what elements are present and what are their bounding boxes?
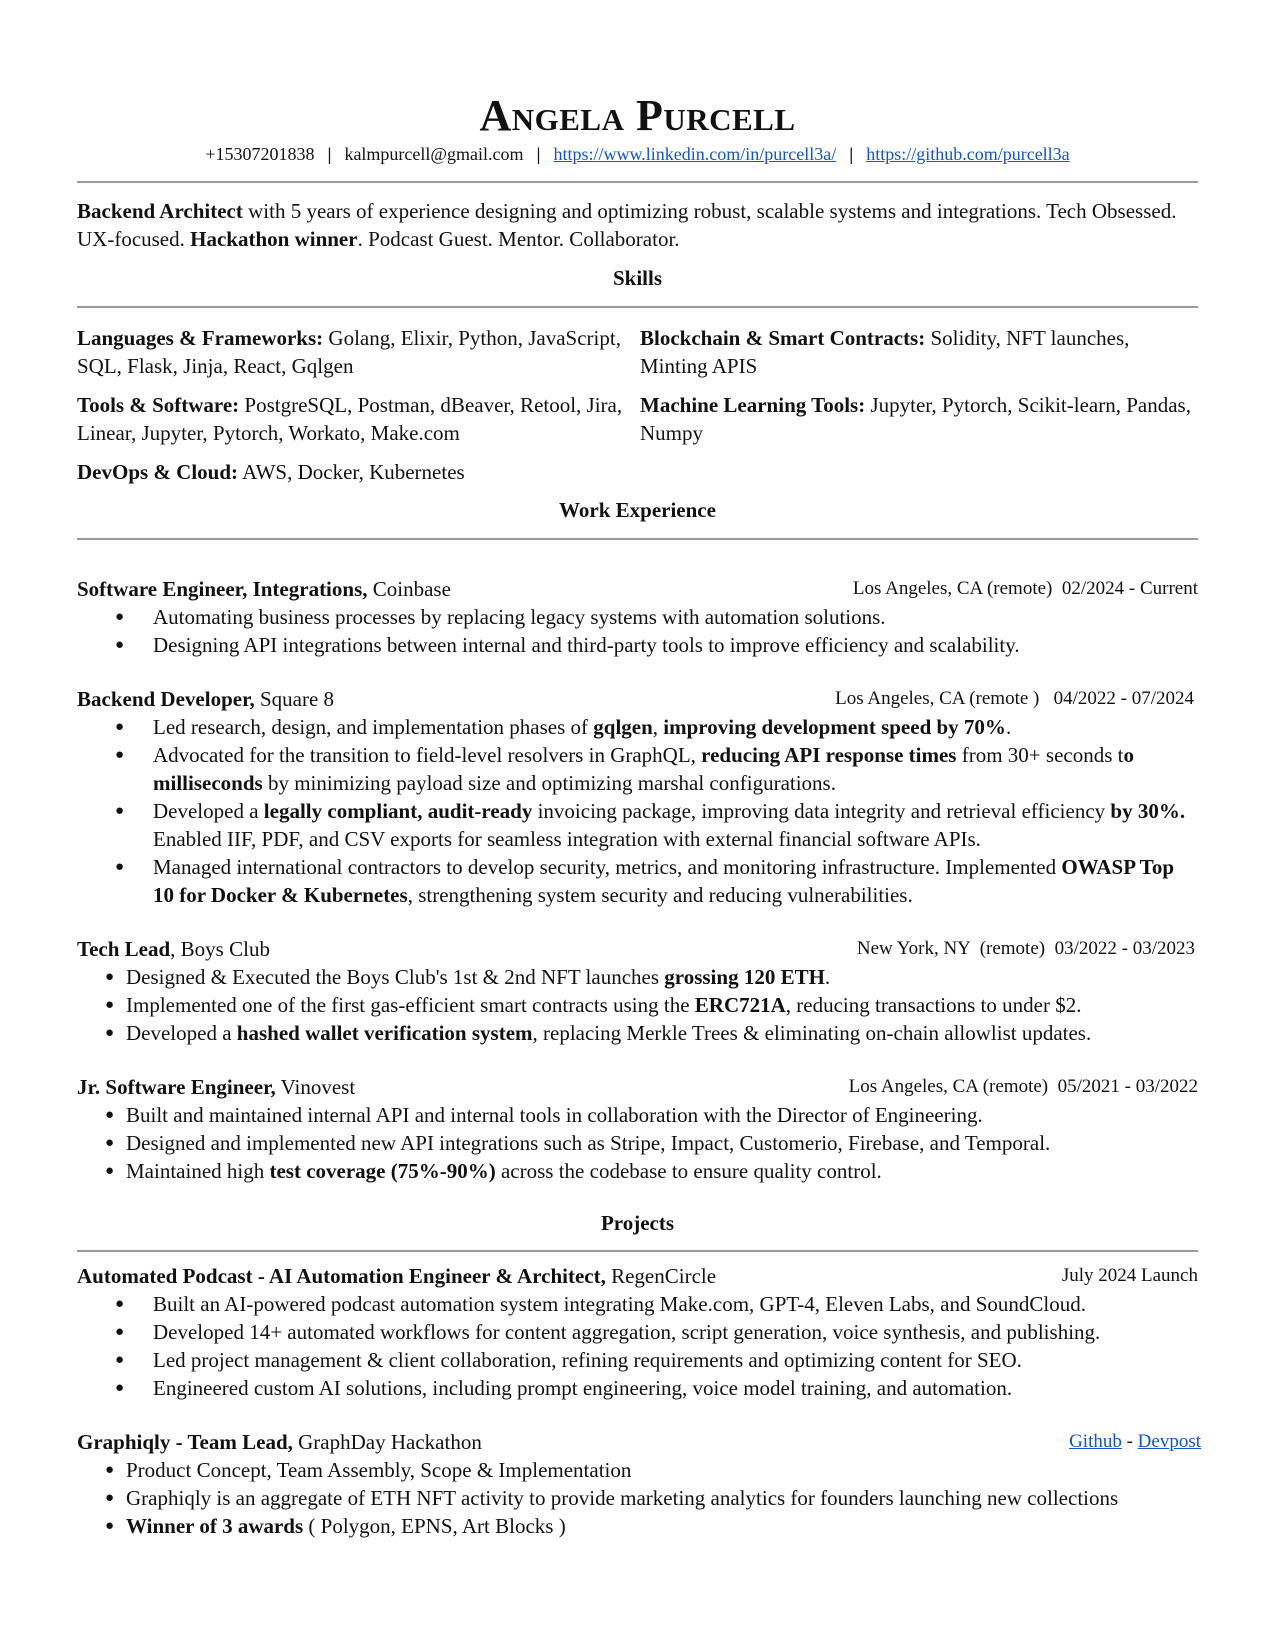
job-location-dates: Los Angeles, CA (remote) 02/2024 - Current <box>852 578 1198 599</box>
job-title: Software Engineer, Integrations, <box>77 577 368 601</box>
list-item: ● Product Concept, Team Assembly, Scope & Implementation <box>77 1456 1198 1484</box>
link-separator: - <box>1121 1431 1138 1452</box>
job-title-line <box>77 685 334 713</box>
project-header <box>77 1262 1198 1290</box>
job-title-line <box>77 1073 355 1101</box>
job-company: Vinovest <box>275 1075 356 1099</box>
separator: | <box>849 144 854 164</box>
job-location-dates: New York, NY (remote) 03/2022 - 03/2023 <box>856 938 1195 959</box>
divider <box>77 181 1198 183</box>
project-title-line <box>77 1428 482 1456</box>
job-title: Jr. Software Engineer, <box>77 1075 276 1099</box>
project-org: RegenCircle <box>605 1264 717 1288</box>
skill-value: Golang, Elixir, Python, JavaScript, SQL, Flask, Jinja, React, Gqlgen <box>77 326 621 378</box>
project-links <box>1069 1428 1201 1456</box>
skill-value: PostgreSQL, Postman, dBeaver, Retool, Jira, Linear, Jupyter, Pytorch, Workato, Make.com <box>77 393 623 445</box>
job-bullets <box>77 603 1198 659</box>
github-link[interactable]: https://github.com/purcell3a <box>866 144 1070 164</box>
job-bullets <box>77 1101 1198 1185</box>
list-item: ● Led research, design, and implementation phases of gqlgen, improving development speed by 70%. <box>77 713 1198 741</box>
project-bullets <box>77 1290 1198 1402</box>
project-header <box>77 1428 1201 1456</box>
skills-grid <box>77 324 1198 486</box>
project-org: GraphDay Hackathon <box>292 1430 482 1454</box>
list-item: ● Winner of 3 awards ( Polygon, EPNS, Art Blocks ) <box>77 1512 1198 1540</box>
devpost-link[interactable]: Devpost <box>1137 1431 1201 1452</box>
skill-label: Blockchain & Smart Contracts: <box>640 326 926 350</box>
divider <box>77 1250 1198 1252</box>
list-item: ● Implemented one of the first gas-efficient smart contracts using the ERC721A, reducing transactions to under $2. <box>77 991 1198 1019</box>
project-date: July 2024 Launch <box>1061 1265 1198 1286</box>
project-bullets <box>77 1456 1198 1540</box>
skill-label: DevOps & Cloud: <box>77 460 239 484</box>
list-item: ● Designed & Executed the Boys Club's 1st & 2nd NFT launches grossing 120 ETH. <box>77 963 1198 991</box>
job-header <box>77 575 1198 603</box>
skill-group <box>640 391 1198 447</box>
project-title: Automated Podcast - AI Automation Engineer & Architect, <box>77 1264 606 1288</box>
job-header <box>77 1073 1198 1101</box>
list-item: ● Engineered custom AI solutions, including prompt engineering, voice model training, and automation. <box>77 1374 1198 1402</box>
list-item: ● Graphiqly is an aggregate of ETH NFT activity to provide marketing analytics for founders launching new collections <box>77 1484 1198 1512</box>
skill-value: Solidity, NFT launches, Minting APIS <box>640 326 1130 378</box>
job-company: , Boys Club <box>170 937 270 961</box>
list-item: ● Led project management & client collaboration, refining requirements and optimizing content for SEO. <box>77 1346 1198 1374</box>
list-item: ● Managed international contractors to develop security, metrics, and monitoring infrastructure. Implemented OWASP Top 10 for Docker & Kubernetes, strengthening system security and reducing vulnerabilities. <box>77 853 1198 909</box>
list-item: ● Developed a hashed wallet verification system, replacing Merkle Trees & eliminating on-chain allowlist updates. <box>77 1019 1198 1047</box>
divider <box>77 306 1198 308</box>
list-item: ● Built an AI-powered podcast automation system integrating Make.com, GPT-4, Eleven Labs, and SoundCloud. <box>77 1290 1198 1318</box>
skill-value: AWS, Docker, Kubernetes <box>238 460 465 484</box>
job-bullets <box>77 713 1198 909</box>
list-item: ● Designing API integrations between internal and third-party tools to improve efficiency and scalability. <box>77 631 1198 659</box>
skill-group <box>640 324 1198 380</box>
skill-group <box>77 324 640 380</box>
job-header <box>77 935 1198 963</box>
job-header <box>77 685 1198 713</box>
list-item: ● Designed and implemented new API integrations such as Stripe, Impact, Customerio, Firebase, and Temporal. <box>77 1129 1198 1157</box>
github-project-link[interactable]: Github <box>1069 1431 1122 1452</box>
job-title: Tech Lead <box>77 937 171 961</box>
projects-heading: Projects <box>600 1211 675 1235</box>
summary-text: with 5 years of experience designing and optimizing robust, scalable systems and integrations. Tech Obsessed. UX-focused. <box>77 199 1177 251</box>
resume-page <box>77 88 1201 1540</box>
summary-text: . Podcast Guest. Mentor. Collaborator. <box>357 227 680 251</box>
job-location-dates: Los Angeles, CA (remote) 05/2021 - 03/2022 <box>848 1076 1198 1097</box>
phone: +15307201838 <box>205 144 315 164</box>
job-title-line <box>77 575 451 603</box>
separator: | <box>536 144 541 164</box>
list-item: ● Automating business processes by replacing legacy systems with automation solutions. <box>77 603 1198 631</box>
project-title: Graphiqly - Team Lead, <box>77 1430 293 1454</box>
list-item: ● Built and maintained internal API and internal tools in collaboration with the Director of Engineering. <box>77 1101 1198 1129</box>
job-title: Backend Developer, <box>77 687 255 711</box>
skill-group <box>77 391 640 447</box>
skill-value: Jupyter, Pytorch, Scikit-learn, Pandas, Numpy <box>640 393 1191 445</box>
email: kalmpurcell@gmail.com <box>344 144 524 164</box>
list-item: ● Developed 14+ automated workflows for content aggregation, script generation, voice synthesis, and publishing. <box>77 1318 1198 1346</box>
project-title-line <box>77 1262 716 1290</box>
job-location-dates: Los Angeles, CA (remote ) 04/2022 - 07/2024 <box>835 688 1194 709</box>
job-title-line <box>77 935 270 963</box>
contact-line <box>77 142 1198 166</box>
skills-heading: Skills <box>612 266 663 290</box>
list-item: ● Advocated for the transition to field-level resolvers in GraphQL, reducing API response times from 30+ seconds to milliseconds by minimizing payload size and optimizing marshal configurations. <box>77 741 1198 797</box>
skill-label: Machine Learning Tools: <box>640 393 866 417</box>
experience-heading: Work Experience <box>559 498 716 522</box>
summary <box>77 197 1198 253</box>
divider <box>77 538 1198 540</box>
job-company: Coinbase <box>367 577 451 601</box>
job-bullets <box>77 963 1198 1047</box>
summary-highlight: Hackathon winner <box>190 227 358 251</box>
job-company: Square 8 <box>254 687 335 711</box>
skill-group <box>77 458 640 486</box>
list-item: ● Maintained high test coverage (75%-90%) across the codebase to ensure quality control. <box>77 1157 1198 1185</box>
candidate-name: Angela Purcell <box>479 91 796 140</box>
skill-label: Tools & Software: <box>77 393 240 417</box>
separator: | <box>327 144 332 164</box>
summary-title: Backend Architect <box>77 199 243 223</box>
skill-label: Languages & Frameworks: <box>77 326 324 350</box>
list-item: ● Developed a legally compliant, audit-ready invoicing package, improving data integrity and retrieval efficiency by 30%. Enabled IIF, PDF, and CSV exports for seamless integration with external financial software APIs. <box>77 797 1198 853</box>
linkedin-link[interactable]: https://www.linkedin.com/in/purcell3a/ <box>553 144 837 164</box>
